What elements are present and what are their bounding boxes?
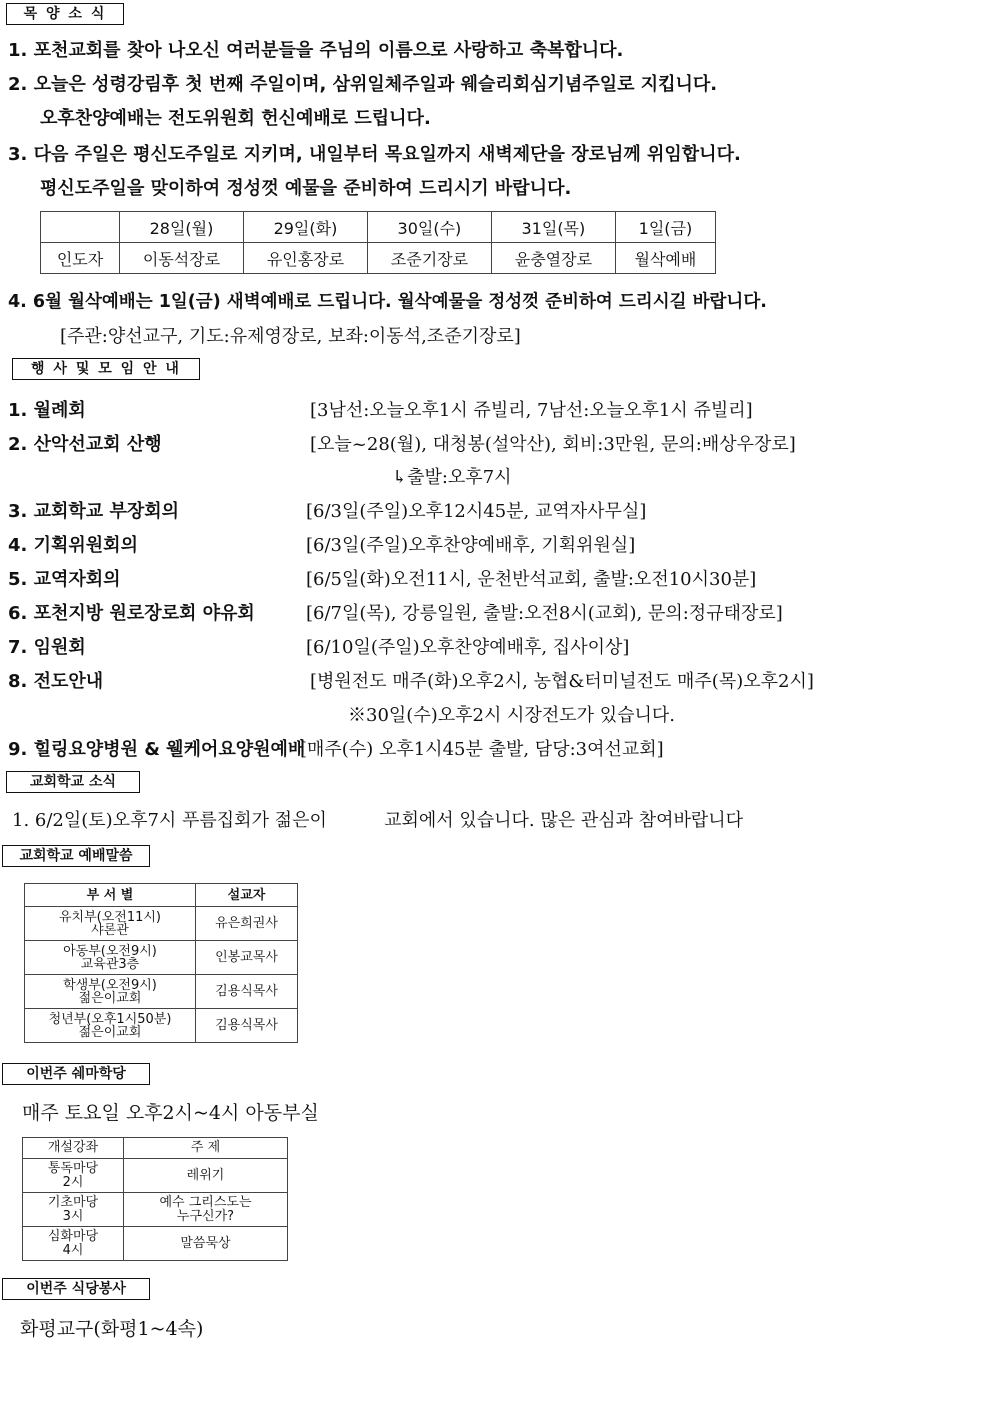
event-detail: [6/7일(목), 강릉일원, 출발:오전8시(교회), 문의:정규태장로] <box>306 603 783 624</box>
pastoral-line-2: 2. 오늘은 성령강림후 첫 번째 주일이며, 삼위일체주일과 웨슬리회심기념주일로 지킵니다. <box>8 74 718 95</box>
pastoral-line-4: 4. 6월 월삭예배는 1일(금) 새벽예배로 드립니다. 월삭예물을 정성껏 준비하여 드리시길 바랍니다. <box>8 292 767 312</box>
table-row <box>25 907 298 941</box>
course-time: 3시 <box>62 1208 84 1224</box>
section-header-pastoral: 목 양 소 식 <box>6 3 124 25</box>
table-cell: 30일(수) <box>367 212 491 243</box>
table-cell: 유인홍장로 <box>243 243 367 274</box>
section-header-shema: 이번주 쉐마학당 <box>2 1063 150 1085</box>
table-cell: 유은희권사 <box>196 907 298 941</box>
course-topic-2: 누구신가? <box>176 1208 235 1224</box>
table-row <box>25 941 298 975</box>
table-cell <box>25 975 196 1009</box>
pastoral-line-3b: 평신도주일을 맞이하여 정성껏 예물을 준비하여 드리시기 바랍니다. <box>40 178 572 199</box>
shema-table <box>22 1137 288 1261</box>
course-name: 심화마당 <box>47 1228 99 1244</box>
event-detail: [매주(수) 오후1시45분 출발, 담당:3여선교회] <box>300 739 664 760</box>
school-news-line: 1. 6/2일(토)오후7시 푸름집회가 젊은이 교회에서 있습니다. 많은 관심과 참여바랍니다 <box>12 810 744 831</box>
dept-name: 유치부(오전11시) <box>58 909 162 925</box>
table-row <box>23 1159 288 1193</box>
table-cell <box>124 1227 288 1261</box>
event-title: 9. 힐링요양병원 & 웰케어요양원예배 <box>8 739 306 760</box>
table-cell: 김용식목사 <box>196 1009 298 1043</box>
table-header: 개설강좌 <box>23 1138 124 1159</box>
course-topic: 말씀묵상 <box>180 1235 231 1251</box>
table-cell: 31일(목) <box>491 212 615 243</box>
event-note: ※30일(수)오후2시 시장전도가 있습니다. <box>348 705 675 726</box>
event-title: 2. 산악선교회 산행 <box>8 434 162 455</box>
course-topic: 예수 그리스도는 <box>159 1194 252 1210</box>
table-row <box>25 884 298 907</box>
event-detail: [3남선:오늘오후1시 쥬빌리, 7남선:오늘오후1시 쥬빌리] <box>310 400 753 421</box>
dawn-leaders-table <box>40 211 716 274</box>
event-title: 6. 포천지방 원로장로회 야유회 <box>8 603 255 624</box>
table-header: 부 서 별 <box>25 884 196 907</box>
table-cell: 인봉교목사 <box>196 941 298 975</box>
pastoral-line-4b: [주관:양선교구, 기도:유제영장로, 보좌:이동석,조준기장로] <box>60 326 521 347</box>
table-row <box>41 243 716 274</box>
table-row <box>25 975 298 1009</box>
section-header-kitchen: 이번주 식당봉사 <box>2 1278 150 1300</box>
table-cell <box>23 1227 124 1261</box>
section-header-events: 행 사 및 모 임 안 내 <box>12 358 200 380</box>
table-cell: 김용식목사 <box>196 975 298 1009</box>
course-time: 2시 <box>62 1174 84 1190</box>
pastoral-line-2b: 오후찬양예배는 전도위원회 헌신예배로 드립니다. <box>40 108 431 129</box>
event-detail: [오늘~28(월), 대청봉(설악산), 회비:3만원, 문의:배상우장로] <box>310 434 796 455</box>
kitchen-service: 화평교구(화평1~4속) <box>20 1318 204 1340</box>
table-cell <box>124 1159 288 1193</box>
sermon-table <box>24 883 298 1043</box>
table-cell <box>25 907 196 941</box>
table-cell <box>23 1193 124 1227</box>
dept-name: 청년부(오후1시50분) <box>48 1011 172 1027</box>
table-cell: 28일(월) <box>120 212 244 243</box>
table-row <box>23 1193 288 1227</box>
table-row <box>23 1227 288 1261</box>
course-name: 통독마당 <box>47 1160 99 1176</box>
table-row <box>25 1009 298 1043</box>
table-cell: 월삭예배 <box>615 243 715 274</box>
table-cell <box>25 941 196 975</box>
table-cell: 인도자 <box>41 243 120 274</box>
event-title: 4. 기획위원회의 <box>8 535 138 556</box>
table-cell: 윤충열장로 <box>491 243 615 274</box>
dept-name: 아동부(오전9시) <box>63 943 157 959</box>
event-detail: [6/3일(주일)오후12시45분, 교역자사무실] <box>306 501 647 522</box>
event-title: 7. 임원회 <box>8 637 86 658</box>
table-cell: 29일(화) <box>243 212 367 243</box>
dept-place: 젊은이교회 <box>78 990 142 1006</box>
event-title: 5. 교역자회의 <box>8 569 121 590</box>
event-detail: [병원전도 매주(화)오후2시, 농협&터미널전도 매주(목)오후2시] <box>310 671 814 692</box>
event-detail: [6/3일(주일)오후찬양예배후, 기획위원실] <box>306 535 636 556</box>
pastoral-line-3: 3. 다음 주일은 평신도주일로 지키며, 내일부터 목요일까지 새벽제단을 장로님께 위임합니다. <box>8 144 741 165</box>
event-title: 8. 전도안내 <box>8 671 104 692</box>
dept-place: 교육관3층 <box>80 956 140 972</box>
table-cell <box>124 1193 288 1227</box>
event-title: 1. 월례회 <box>8 400 86 421</box>
event-detail: [6/10일(주일)오후찬양예배후, 집사이상] <box>306 637 630 658</box>
event-depart: ↳출발:오후7시 <box>392 467 512 488</box>
course-topic: 레위기 <box>186 1167 225 1183</box>
dept-place: 샤론관 <box>91 922 129 938</box>
table-row <box>41 212 716 243</box>
table-cell <box>25 1009 196 1043</box>
event-detail: [6/5일(화)오전11시, 운천반석교회, 출발:오전10시30분] <box>306 569 757 590</box>
table-cell: 이동석장로 <box>120 243 244 274</box>
dept-name: 학생부(오전9시) <box>63 977 157 993</box>
table-cell: 조준기장로 <box>367 243 491 274</box>
pastoral-line-1: 1. 포천교회를 찾아 나오신 여러분들을 주님의 이름으로 사랑하고 축복합니다. <box>8 40 624 61</box>
table-header: 주 제 <box>124 1138 288 1159</box>
event-title: 3. 교회학교 부장회의 <box>8 501 179 522</box>
table-row <box>23 1138 288 1159</box>
table-header: 설교자 <box>196 884 298 907</box>
table-cell: 1일(금) <box>615 212 715 243</box>
shema-schedule: 매주 토요일 오후2시~4시 아동부실 <box>22 1102 319 1124</box>
section-header-school-sermon: 교회학교 예배말씀 <box>2 845 150 867</box>
section-header-school-news: 교회학교 소식 <box>6 771 140 793</box>
course-name: 기초마당 <box>47 1194 99 1210</box>
table-cell <box>41 212 120 243</box>
dept-place: 젊은이교회 <box>78 1024 142 1040</box>
course-time: 4시 <box>62 1242 84 1258</box>
table-cell <box>23 1159 124 1193</box>
